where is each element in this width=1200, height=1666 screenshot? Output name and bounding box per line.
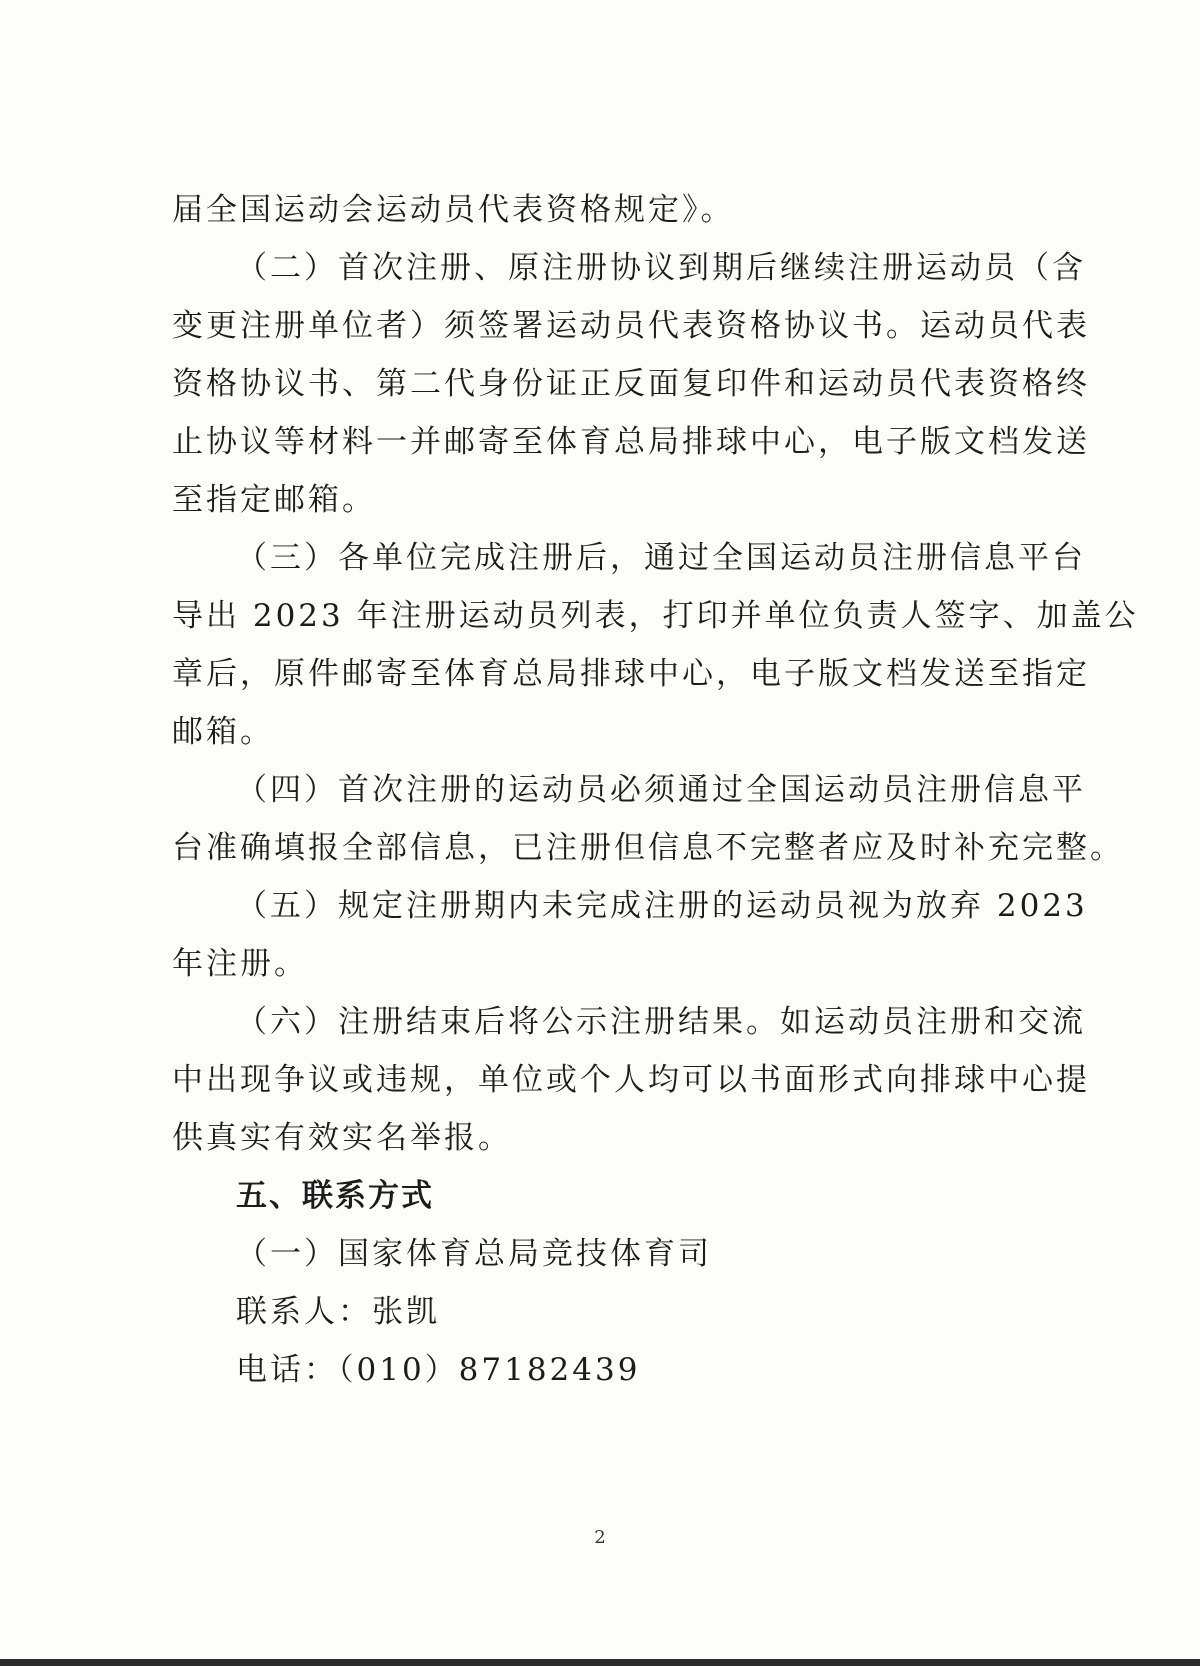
paragraph-2-line-1: （二）首次注册、原注册协议到期后继续注册运动员（含 xyxy=(236,250,1086,286)
paragraph-2-line-4: 止协议等材料一并邮寄至体育总局排球中心，电子版文档发送 xyxy=(172,424,1090,460)
contact-organization: （一）国家体育总局竞技体育司 xyxy=(236,1236,712,1272)
scan-edge-border xyxy=(0,1659,1200,1666)
paragraph-5-line-2: 年注册。 xyxy=(172,946,308,982)
paragraph-3-line-1: （三）各单位完成注册后，通过全国运动员注册信息平台 xyxy=(236,540,1086,576)
paragraph-2-line-3: 资格协议书、第二代身份证正反面复印件和运动员代表资格终 xyxy=(172,366,1090,402)
section-heading-contact: 五、联系方式 xyxy=(236,1178,434,1214)
contact-person: 联系人：张凯 xyxy=(236,1294,440,1330)
paragraph-5-line-1: （五）规定注册期内未完成注册的运动员视为放弃 2023 xyxy=(236,888,1088,924)
paragraph-6-line-3: 供真实有效实名举报。 xyxy=(172,1120,512,1156)
paragraph-2-line-2: 变更注册单位者）须签署运动员代表资格协议书。运动员代表 xyxy=(172,308,1090,344)
paragraph-3-line-4: 邮箱。 xyxy=(172,714,274,750)
paragraph-4-line-2: 台准确填报全部信息，已注册但信息不完整者应及时补充完整。 xyxy=(172,830,1124,866)
paragraph-2-line-5: 至指定邮箱。 xyxy=(172,482,376,518)
paragraph-6-line-1: （六）注册结束后将公示注册结果。如运动员注册和交流 xyxy=(236,1004,1086,1040)
paragraph-6-line-2: 中出现争议或违规，单位或个人均可以书面形式向排球中心提 xyxy=(172,1062,1090,1098)
contact-phone: 电话：（010）87182439 xyxy=(236,1352,641,1388)
paragraph-3-line-2: 导出 2023 年注册运动员列表，打印并单位负责人签字、加盖公 xyxy=(172,598,1139,634)
paragraph-4-line-1: （四）首次注册的运动员必须通过全国运动员注册信息平 xyxy=(236,772,1086,808)
body-line-1: 届全国运动会运动员代表资格规定》。 xyxy=(172,192,735,228)
page-number: 2 xyxy=(594,1527,606,1548)
paragraph-3-line-3: 章后，原件邮寄至体育总局排球中心，电子版文档发送至指定 xyxy=(172,656,1090,692)
